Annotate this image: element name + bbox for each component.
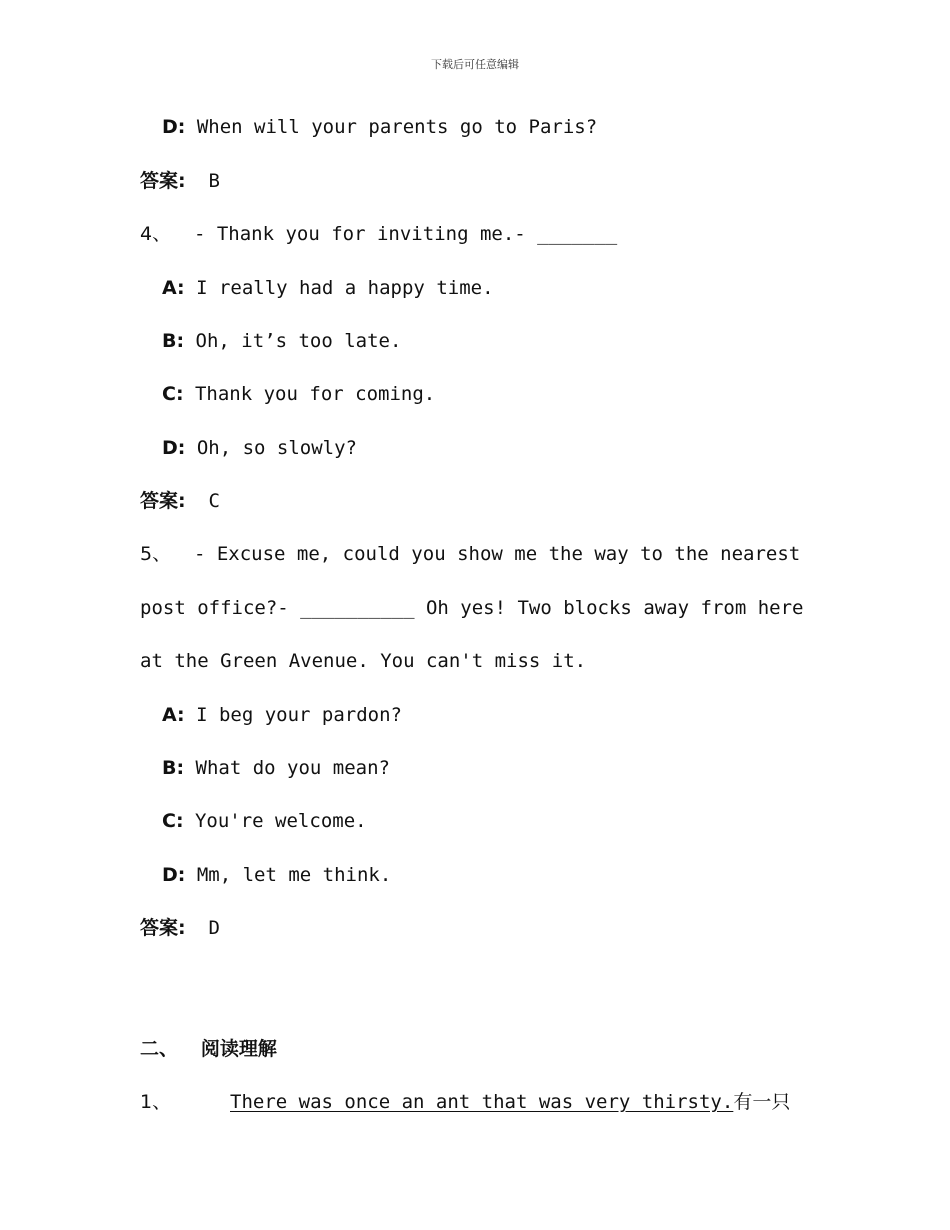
q5-prompt-line-2: post office?- __________ Oh yes! Two blocks away from here xyxy=(140,597,804,619)
q5-prompt-line-1 xyxy=(140,542,800,566)
answer-label: 答案: xyxy=(140,170,186,192)
option-text: When will your parents go to Paris? xyxy=(185,116,598,138)
option-label: A: xyxy=(162,277,185,299)
option-label: A: xyxy=(162,704,185,726)
chinese-text: 有一只 xyxy=(733,1091,791,1113)
option-text: You're welcome. xyxy=(183,810,367,832)
section-number: 二、 xyxy=(140,1038,179,1060)
option-text: Oh, so slowly? xyxy=(185,437,357,459)
option-label: C: xyxy=(162,810,184,832)
option-label: B: xyxy=(162,757,185,779)
q3-answer xyxy=(140,169,220,193)
question-text: - Thank you for inviting me.- _______ xyxy=(171,223,618,245)
page-header: 下载后可任意编辑 xyxy=(431,58,519,71)
q5-option-a xyxy=(162,703,402,727)
q4-answer xyxy=(140,489,220,513)
option-text: I really had a happy time. xyxy=(184,277,494,299)
question-text: - Excuse me, could you show me the way to the nearest xyxy=(171,543,801,565)
reading-question-1 xyxy=(140,1090,171,1114)
q4-option-d xyxy=(162,436,357,460)
q5-prompt-line-3: at the Green Avenue. You can't miss it. xyxy=(140,650,587,672)
question-number: 1、 xyxy=(140,1091,172,1113)
q4-option-a xyxy=(162,276,494,300)
answer-value: D xyxy=(208,917,220,939)
q4-option-c xyxy=(162,382,435,406)
underlined-sentence: There was once an ant that was very thirsty. xyxy=(230,1091,734,1113)
q5-option-d xyxy=(162,863,391,887)
q5-option-b xyxy=(162,756,390,780)
q3-option-d xyxy=(162,115,597,139)
option-label: D: xyxy=(162,116,186,138)
answer-label: 答案: xyxy=(140,490,186,512)
option-label: D: xyxy=(162,437,186,459)
q4-prompt xyxy=(140,222,617,246)
question-number: 5、 xyxy=(140,543,172,565)
option-text: Oh, it’s too late. xyxy=(184,330,402,352)
section-heading xyxy=(140,1037,277,1061)
q5-option-c xyxy=(162,809,367,833)
q5-answer xyxy=(140,916,220,940)
option-text: I beg your pardon? xyxy=(184,704,402,726)
answer-label: 答案: xyxy=(140,917,186,939)
option-text: Thank you for coming. xyxy=(183,383,436,405)
option-label: D: xyxy=(162,864,186,886)
option-text: Mm, let me think. xyxy=(185,864,392,886)
answer-value: C xyxy=(208,490,220,512)
reading-passage-line xyxy=(230,1090,790,1114)
option-label: C: xyxy=(162,383,184,405)
section-title: 阅读理解 xyxy=(200,1038,277,1060)
option-label: B: xyxy=(162,330,185,352)
option-text: What do you mean? xyxy=(184,757,390,779)
answer-value: B xyxy=(208,170,220,192)
question-number: 4、 xyxy=(140,223,172,245)
q4-option-b xyxy=(162,329,401,353)
